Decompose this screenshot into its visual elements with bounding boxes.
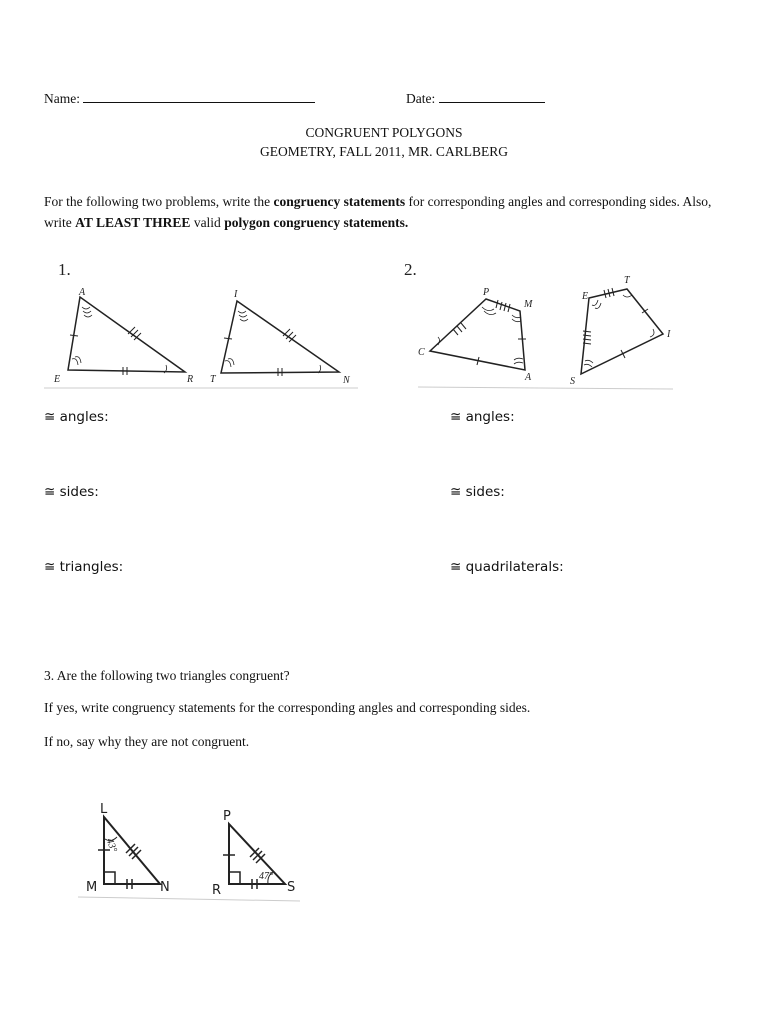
- vertex-L: L: [100, 802, 108, 817]
- angle-S-value: 47°: [259, 871, 273, 882]
- problem1-triangles-label: ≅ triangles:: [44, 559, 124, 575]
- problem1-angles-label: ≅ angles:: [44, 409, 109, 425]
- vertex-A: A: [79, 287, 86, 298]
- date-field[interactable]: [406, 91, 545, 107]
- vertex-E2: E: [582, 291, 589, 302]
- instructions-bold-3: polygon congruency statements.: [224, 215, 409, 230]
- vertex-M: M: [524, 299, 533, 310]
- problem2-angles-label: ≅ angles:: [450, 409, 515, 425]
- vertex-T2: T: [624, 275, 630, 286]
- vertex-R2: R: [212, 883, 222, 898]
- page-title: CONGRUENT POLYGONS: [305, 125, 463, 140]
- vertex-N2: N: [160, 880, 170, 895]
- vertex-T: T: [210, 374, 216, 385]
- date-blank[interactable]: [439, 91, 545, 103]
- vertex-R: R: [187, 374, 194, 385]
- vertex-S: S: [570, 376, 575, 387]
- vertex-I: I: [234, 289, 238, 300]
- instructions-bold-1: congruency statements: [273, 194, 406, 209]
- instructions-text-1: For the following two problems, write the: [44, 194, 274, 209]
- problem2-quadrilaterals-label: ≅ quadrilaterals:: [450, 559, 564, 575]
- problem3-figure: [74, 795, 314, 907]
- vertex-P: P: [483, 287, 490, 298]
- problem1-figure: [40, 255, 365, 395]
- vertex-A2: A: [525, 372, 532, 383]
- date-label: Date:: [406, 91, 436, 106]
- problem3-yes-text: If yes, write congruency statements for the corresponding angles and corresponding sides.: [44, 700, 531, 715]
- problem1-number: 1.: [58, 260, 71, 279]
- name-blank[interactable]: [83, 91, 315, 103]
- vertex-E: E: [54, 374, 61, 385]
- instructions-text-2: for corresponding angles and corresponding sides. Also, write: [44, 194, 712, 230]
- problem3-question: 3. Are the following two triangles congruent?: [44, 668, 290, 683]
- name-label: Name:: [44, 91, 80, 106]
- problem2-number: 2.: [404, 260, 417, 279]
- triangle-PRS: [229, 824, 285, 884]
- problem1-sides-label: ≅ sides:: [44, 484, 99, 500]
- instructions-text-3: valid: [190, 215, 225, 230]
- vertex-S2: S: [287, 880, 296, 895]
- instructions: [44, 191, 734, 233]
- problem2-sides-label: ≅ sides:: [450, 484, 505, 500]
- problem2-figure: [398, 255, 688, 395]
- name-field[interactable]: [44, 91, 315, 107]
- triangle-AER: [68, 297, 185, 372]
- quadrilateral-ETIS: [581, 289, 663, 374]
- instructions-bold-2: AT LEAST THREE: [75, 215, 191, 230]
- vertex-M2: M: [86, 880, 98, 895]
- angle-L-value: 43°: [103, 836, 119, 854]
- page-subtitle: GEOMETRY, FALL 2011, MR. CARLBERG: [260, 144, 508, 159]
- vertex-I2: I: [667, 329, 671, 340]
- quadrilateral-PMAC: [430, 299, 525, 370]
- vertex-N: N: [343, 375, 350, 386]
- vertex-C: C: [418, 347, 425, 358]
- problem3-no-text: If no, say why they are not congruent.: [44, 734, 250, 749]
- vertex-P2: P: [223, 809, 231, 824]
